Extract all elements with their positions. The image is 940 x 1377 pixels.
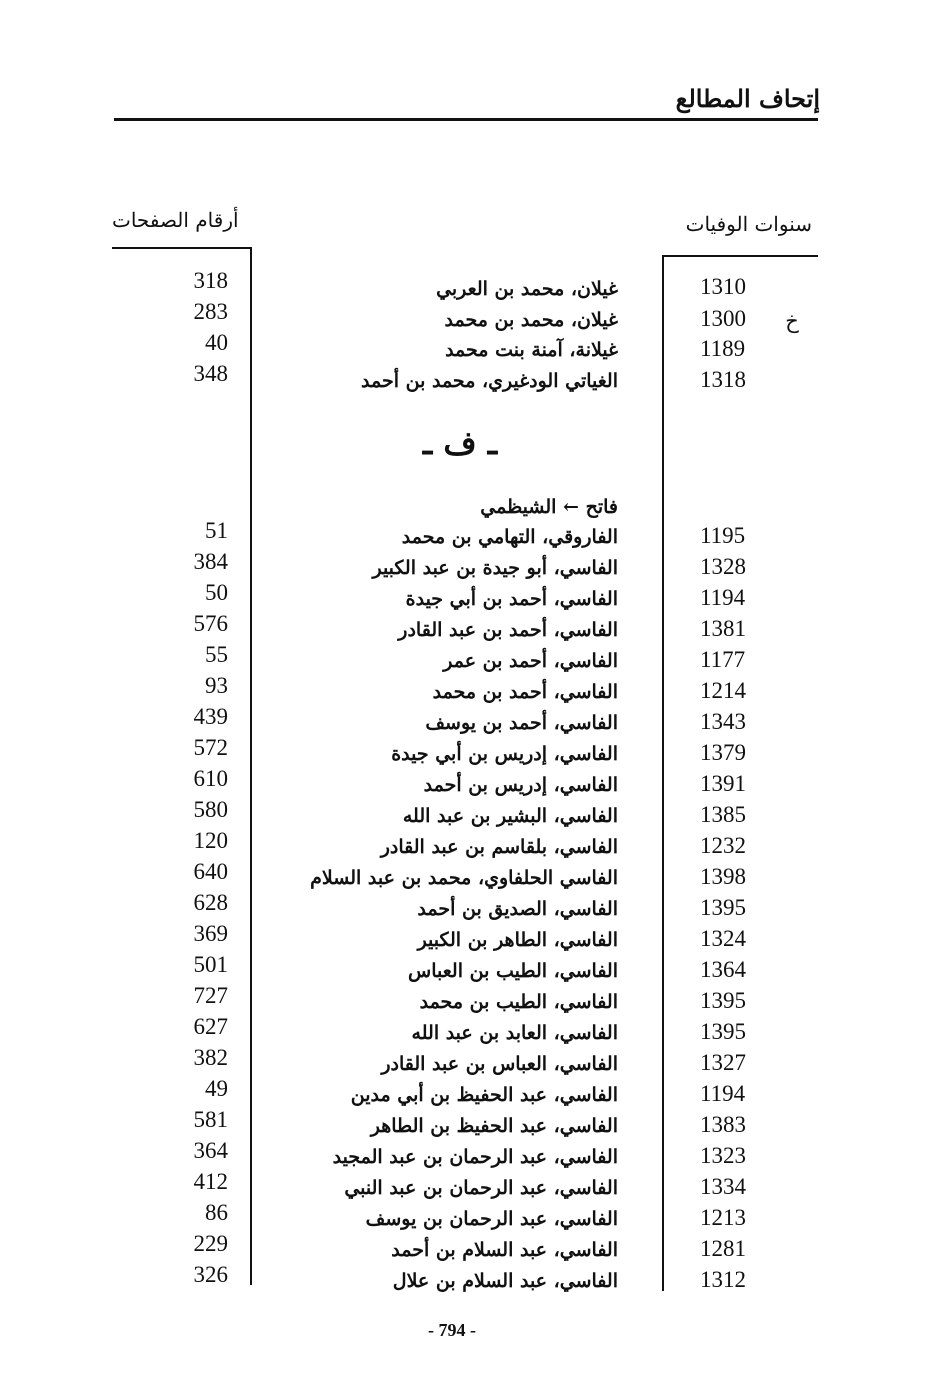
entry-page: 49 [205, 1076, 228, 1101]
entry-name: الفاسي، العابد بن عبد الله [411, 1022, 618, 1044]
page-number: - 794 - [428, 1320, 476, 1340]
entry-year: 1214 [700, 678, 746, 703]
entry-name: الفاسي، أحمد بن عمر [443, 650, 618, 672]
entry-page: 581 [193, 1107, 228, 1132]
years-column-divider [662, 255, 664, 1291]
entry-name: الفاسي الحلفاوي، محمد بن عبد السلام [310, 867, 618, 889]
entry-year: 1318 [700, 367, 746, 392]
entry-year: 1385 [700, 802, 746, 827]
entry-page: 572 [193, 735, 228, 760]
entry-year: 1281 [700, 1236, 746, 1261]
entry-approx-marker: خ [785, 309, 799, 333]
entry-page: 229 [193, 1231, 228, 1256]
pages-column-top-rule [112, 247, 252, 249]
pages-column-divider [250, 247, 252, 1285]
entry-year: 1310 [700, 274, 746, 299]
entry-year: 1195 [700, 523, 746, 548]
entry-name: الفاسي، الطيب بن محمد [419, 991, 618, 1013]
cross-reference: فاتح ← الشيظمي [480, 496, 618, 518]
entry-page: 382 [193, 1045, 228, 1070]
entry-page: 55 [205, 642, 228, 667]
entry-page: 627 [193, 1014, 228, 1039]
entry-year: 1324 [700, 926, 746, 951]
entry-page: 326 [193, 1262, 228, 1287]
entry-year: 1194 [700, 1081, 746, 1106]
entry-year: 1381 [700, 616, 746, 641]
pages-column-label: أرقام الصفحات [112, 208, 239, 232]
entry-name: الفاسي، أحمد بن محمد [432, 681, 618, 703]
entry-page: 364 [193, 1138, 228, 1163]
entry-year: 1194 [700, 585, 746, 610]
years-column-label: سنوات الوفيات [685, 212, 812, 236]
entry-year: 1213 [700, 1205, 746, 1230]
entry-page: 348 [193, 361, 228, 386]
running-title: إتحاف المطالع [675, 84, 820, 113]
years-column-top-rule [662, 255, 818, 257]
entry-page: 640 [193, 859, 228, 884]
entry-name: الفاسي، عبد السلام بن علال [392, 1270, 618, 1292]
entry-year: 1177 [700, 647, 746, 672]
entry-page: 93 [205, 673, 228, 698]
entry-page: 120 [193, 828, 228, 853]
entry-year: 1323 [700, 1143, 746, 1168]
entry-page: 501 [193, 952, 228, 977]
entry-name: الفاسي، عبد الرحمان بن عبد النبي [344, 1177, 618, 1199]
entry-year: 1232 [700, 833, 746, 858]
entry-year: 1334 [700, 1174, 746, 1199]
entry-year: 1379 [700, 740, 746, 765]
entry-name: الفاسي، أحمد بن يوسف [425, 712, 618, 734]
entry-page: 610 [193, 766, 228, 791]
entry-name: الفاسي، عبد الرحمان بن عبد المجيد [332, 1146, 618, 1168]
entry-name: الفاسي، إدريس بن أحمد [423, 774, 618, 796]
entry-year: 1328 [700, 554, 746, 579]
entry-name: الفاسي، عبد السلام بن أحمد [391, 1239, 618, 1261]
entry-page: 580 [193, 797, 228, 822]
entry-page: 412 [193, 1169, 228, 1194]
entry-page: 727 [193, 983, 228, 1008]
entry-page: 384 [193, 549, 228, 574]
entry-name: الفاسي، إدريس بن أبي جيدة [391, 743, 618, 765]
entry-page: 318 [193, 268, 228, 293]
entry-name: الفاسي، الصديق بن أحمد [417, 898, 618, 920]
entry-year: 1343 [700, 709, 746, 734]
entry-name: الفاسي، عبد الحفيظ بن الطاهر [370, 1115, 618, 1137]
entry-page: 51 [205, 518, 228, 543]
entry-name: الغياتي الودغيري، محمد بن أحمد [361, 370, 618, 392]
entry-name: الفاسي، البشير بن عبد الله [402, 805, 618, 827]
entry-page: 439 [193, 704, 228, 729]
entry-page: 86 [205, 1200, 228, 1225]
entry-page: 40 [205, 330, 228, 355]
entry-year: 1395 [700, 1019, 746, 1044]
entry-name: الفاروقي، التهامي بن محمد [401, 526, 618, 548]
entry-name: الفاسي، أحمد بن عبد القادر [398, 619, 618, 641]
entry-name: الفاسي، بلقاسم بن عبد القادر [380, 836, 618, 858]
entry-name: غيلانة، آمنة بنت محمد [445, 339, 618, 361]
entry-name: غيلان، محمد بن محمد [444, 309, 618, 331]
entry-page: 369 [193, 921, 228, 946]
header-rule [114, 118, 818, 121]
entry-name: الفاسي، العباس بن عبد القادر [381, 1053, 618, 1075]
entry-year: 1383 [700, 1112, 746, 1137]
entry-page: 50 [205, 580, 228, 605]
entry-year: 1364 [700, 957, 746, 982]
entry-year: 1312 [700, 1267, 746, 1292]
entry-year: 1391 [700, 771, 746, 796]
entry-year: 1395 [700, 895, 746, 920]
entry-name: الفاسي، الطيب بن العباس [408, 960, 618, 982]
entry-page: 576 [193, 611, 228, 636]
entry-page: 628 [193, 890, 228, 915]
entry-name: الفاسي، عبد الحفيظ بن أبي مدين [350, 1084, 618, 1106]
entry-page: 283 [193, 299, 228, 324]
entry-name: الفاسي، أحمد بن أبي جيدة [405, 588, 618, 610]
entry-year: 1327 [700, 1050, 746, 1075]
entry-year: 1300 [700, 306, 746, 331]
section-letter: ـ ف ـ [422, 424, 498, 462]
entry-name: الفاسي، أبو جيدة بن عبد الكبير [372, 557, 618, 579]
entry-name: الفاسي، عبد الرحمان بن يوسف [365, 1208, 618, 1230]
entry-year: 1398 [700, 864, 746, 889]
entry-year: 1189 [700, 336, 746, 361]
entry-name: الفاسي، الطاهر بن الكبير [417, 929, 618, 951]
entry-year: 1395 [700, 988, 746, 1013]
entry-name: غيلان، محمد بن العربي [436, 278, 618, 300]
